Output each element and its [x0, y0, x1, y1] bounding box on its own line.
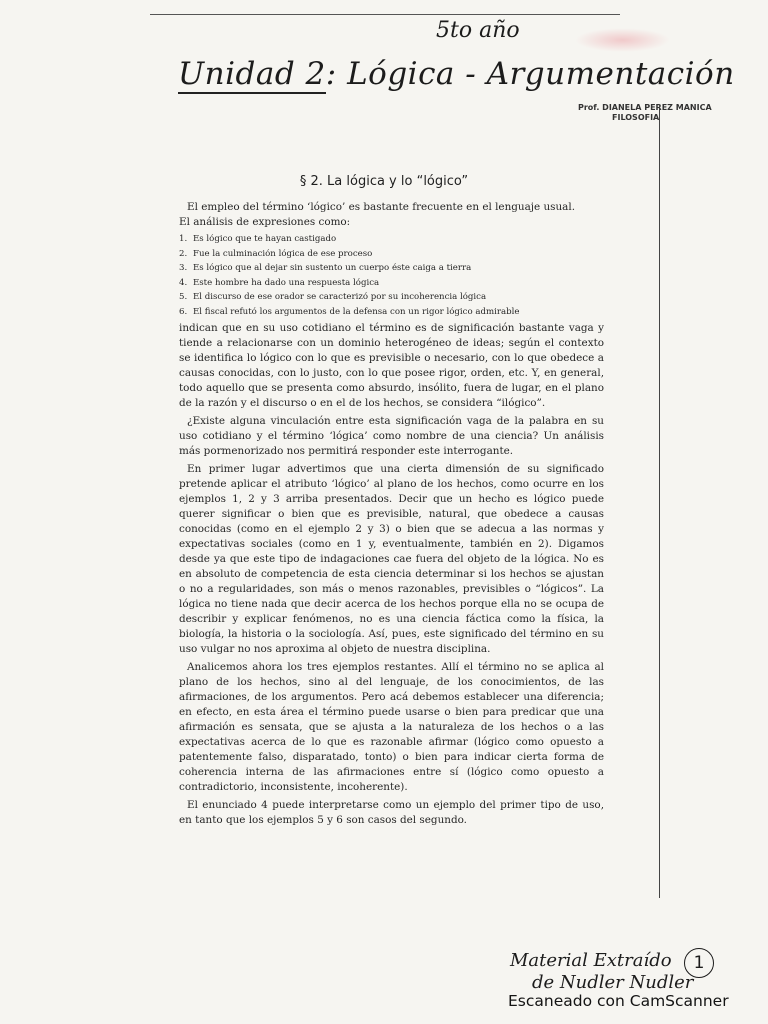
example-item: 4. Este hombre ha dado una respuesta lógica [179, 277, 380, 288]
paragraph-intro: El empleo del término ‘lógico’ es bastante frecuente en el lenguaje usual. [187, 201, 576, 213]
page-number: 1 [684, 948, 714, 978]
unit-title [178, 56, 735, 92]
top-rule-line [150, 14, 620, 15]
example-item: 3. Es lógico que al dejar sin sustento un cuerpo éste caiga a tierra [179, 263, 472, 273]
unit-title-rest: : Lógica - Argumentación [325, 56, 735, 92]
examples-list [179, 232, 604, 319]
paragraph-2: ¿Existe alguna vinculación entre esta significación vaga de la palabra en su uso cotidiano y el término ‘lógica’ como nombre de una ciencia? Un análisis más pormenorizado nos permitirá responder este interrogante. [179, 415, 604, 457]
section-title: § 2. La lógica y lo “lógico” [299, 174, 469, 189]
source-note-line2: de Nudler Nudler [532, 972, 694, 993]
stamp-name: Prof. DIANELA PEREZ MANICA [578, 103, 712, 112]
margin-line [659, 108, 660, 898]
grade-note: 5to año [436, 18, 520, 43]
paragraph-analysis: El análisis de expresiones como: [179, 216, 351, 228]
paragraph-5: El enunciado 4 puede interpretarse como un ejemplo del primer tipo de uso, en tanto que los ejemplos 5 y 6 son casos del segundo. [179, 799, 604, 826]
handwritten-source-note [510, 950, 693, 994]
example-item: 5. El discurso de ese orador se caracterizó por su incoherencia lógica [179, 292, 487, 302]
source-note-line1: Material Extraído [510, 950, 672, 971]
unit-title-underlined: Unidad 2 [178, 56, 326, 92]
paragraph-3: En primer lugar advertimos que una cierta dimensión de su significado pretende aplicar el atributo ‘lógico’ al plano de los hechos, como ocurre en los ejemplos 1, 2 y 3 arriba presentados. Decir que un hecho es lógico puede querer significar o bien que es previsible, natural, que obedece a causas conocidas (como en el ejemplo 2 y 3) o bien que se adecua a las normas y expectativas sociales (como en 1 y, eventualmente, también en 2). Digamos desde ya que este tipo de indagaciones cae fuera del objeto de la lógica. No es en absoluto de competencia de esta ciencia determinar si los hechos se ajustan o no a regularidades, son más o menos razonables, previsibles o “lógicos”. La lógica no tiene nada que decir acerca de los hechos porque ella no se ocupa de describir y explicar fenómenos, no es una ciencia fáctica como la física, la biología, la historia o la sociología. Así, pues, este significado del término en su uso vulgar no nos aproxima al objeto de nuestra disciplina. [179, 463, 604, 655]
teacher-stamp [578, 103, 712, 123]
example-item: 2. Fue la culminación lógica de ese proceso [179, 248, 373, 259]
paragraph-4: Analicemos ahora los tres ejemplos restantes. Allí el término no se aplica al plano de los hechos, sino al del lenguaje, de los conocimientos, de las afirmaciones, de los argumentos. Pero acá debemos establecer una diferencia; en efecto, en esta área el término puede usarse o bien para predicar que una afirmación es sensata, que se ajusta a la naturaleza de los hechos o a las expectativas acerca de lo que es razonable afirmar (lógico como opuesto a patentemente falso, disparatado, tonto) o bien para indicar cierta forma de coherencia interna de las afirmaciones entre sí (lógico como opuesto a contradictorio, inconsistente, incoherente). [179, 661, 604, 793]
scanner-watermark: Escaneado con CamScanner [508, 992, 729, 1010]
stamp-subject: FILOSOFIA [612, 113, 660, 122]
example-item: 6. El fiscal refutó los argumentos de la defensa con un rigor lógico admirable [179, 306, 520, 317]
document-body [179, 200, 604, 828]
example-item: 1. Es lógico que te hayan castigado [179, 234, 337, 244]
paragraph-1: indican que en su uso cotidiano el término es de significación bastante vaga y tiende a relacionarse con un dominio heterogéneo de ideas; según el contexto se identifica lo lógico con lo que es previsible o necesario, con lo que obedece a causas conocidas, con lo justo, con lo que posee rigor, orden, etc. Y, en general, todo aquello que se presenta como absurdo, insólito, fuera de lugar, en el plano de la razón y el discurso o en el de los hechos, se considera “ilógico”. [179, 322, 604, 409]
ink-smudge [575, 28, 670, 52]
